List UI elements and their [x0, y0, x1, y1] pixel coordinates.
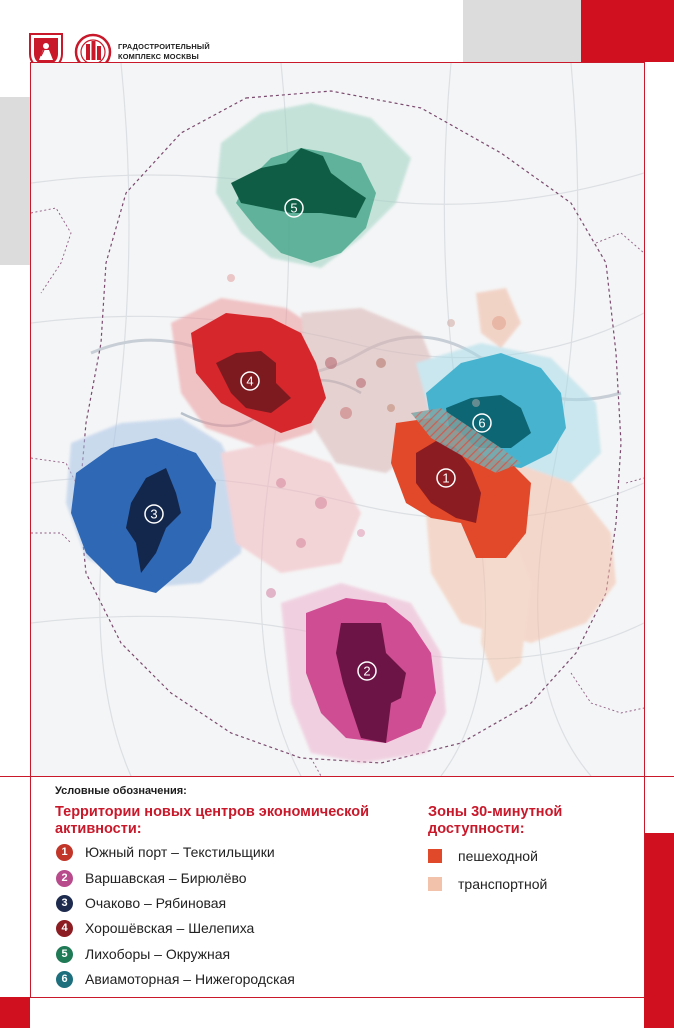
number-badge: 4	[56, 920, 73, 937]
frame-line	[644, 62, 645, 997]
center-label: Южный порт – Текстильщики	[85, 844, 275, 860]
legend-divider	[0, 776, 674, 777]
left-gray-block	[0, 97, 30, 265]
center-label: Очаково – Рябиновая	[85, 895, 227, 911]
legend-title: Условные обозначения:	[55, 785, 187, 797]
zone-label: пешеходной	[458, 848, 538, 864]
number-badge: 5	[56, 946, 73, 963]
bottom-red-block	[0, 997, 30, 1028]
number-badge: 6	[56, 971, 73, 988]
center-label: Лихоборы – Окружная	[85, 946, 231, 962]
legend-item-center-6	[56, 969, 295, 989]
number-badge: 3	[56, 895, 73, 912]
zones-heading: Зоны 30-минутной доступности:	[428, 804, 563, 837]
zone-marker-number: 5	[290, 200, 298, 216]
legend-item-center-1	[56, 842, 275, 862]
top-gray-block	[463, 0, 581, 62]
zone-marker-number: 3	[150, 506, 158, 522]
zone-marker-number: 1	[442, 470, 450, 486]
legend-item-center-2	[56, 868, 247, 888]
zone-marker-number: 4	[246, 373, 254, 389]
center-label: Авиамоторная – Нижегородская	[85, 971, 295, 987]
walk-zone-swatch	[428, 849, 442, 863]
organization-name: ГРАДОСТРОИТЕЛЬНЫЙ КОМПЛЕКС МОСКВЫ	[118, 42, 210, 61]
legend-item-transport-zone	[428, 875, 547, 893]
center-label: Варшавская – Бирюлёво	[85, 870, 247, 886]
number-badge: 2	[56, 870, 73, 887]
legend-item-center-3	[56, 893, 226, 913]
transport-zone-swatch	[428, 877, 442, 891]
zone-label: транспортной	[458, 876, 548, 892]
legend-item-walk-zone	[428, 847, 538, 865]
legend-item-center-4	[56, 918, 254, 938]
number-badge: 1	[56, 844, 73, 861]
center-label: Хорошёвская – Шелепиха	[85, 920, 255, 936]
frame-line	[30, 997, 644, 998]
centers-heading: Территории новых центров экономической активности:	[55, 804, 369, 837]
zone-marker-number: 2	[363, 663, 371, 679]
top-red-block	[581, 0, 674, 62]
moscow-map	[31, 63, 644, 776]
zone-marker-number: 6	[478, 415, 486, 431]
legend-item-center-5	[56, 944, 230, 964]
right-red-block	[644, 833, 674, 1028]
